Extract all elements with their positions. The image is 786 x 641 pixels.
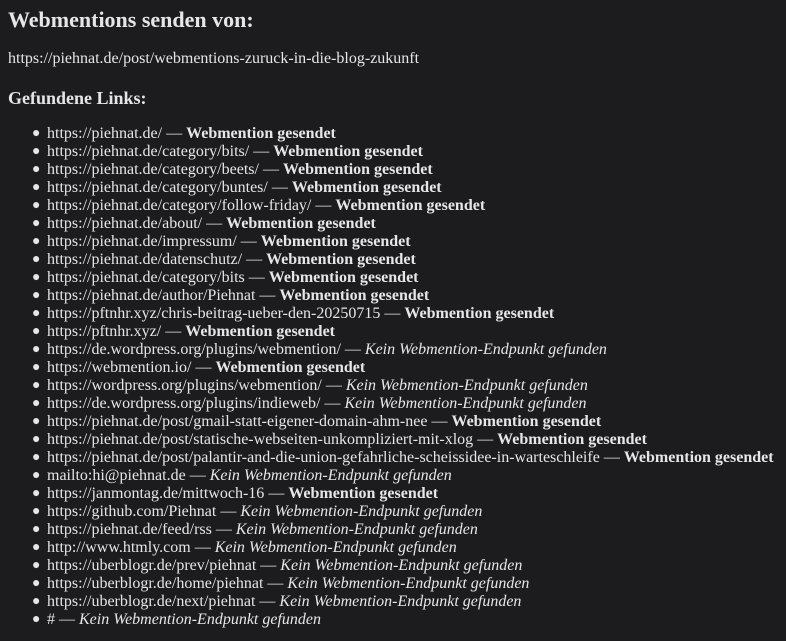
bullet-icon: ● — [32, 162, 41, 177]
separator: — — [603, 449, 620, 466]
list-item — [32, 143, 778, 161]
link-url: https://webmention.io/ — [47, 359, 192, 376]
list-item — [32, 467, 778, 485]
link-url: https://janmontag.de/mittwoch-16 — [47, 485, 265, 502]
separator: — — [267, 575, 284, 592]
separator: — — [215, 521, 232, 538]
status-sent: Webmention gesendet — [279, 287, 430, 304]
link-list — [8, 125, 778, 629]
list-item — [32, 179, 778, 197]
link-url: https://piehnat.de/category/buntes/ — [47, 179, 268, 196]
link-url: https://wordpress.org/plugins/webmention/ — [47, 377, 322, 394]
separator: — — [166, 125, 183, 142]
list-item — [32, 485, 778, 503]
status-not-found: Kein Webmention-Endpunkt gefunden — [279, 593, 522, 610]
separator: — — [240, 233, 257, 250]
bullet-icon: ● — [32, 378, 41, 393]
status-sent: Webmention gesendet — [623, 449, 774, 466]
list-item — [32, 269, 778, 287]
list-item — [32, 323, 778, 341]
bullet-icon: ● — [32, 360, 41, 375]
status-sent: Webmention gesendet — [282, 161, 433, 178]
bullet-icon: ● — [32, 342, 41, 357]
list-item — [32, 359, 778, 377]
bullet-icon: ● — [32, 540, 41, 555]
link-url: https://piehnat.de/post/palantir-and-die-union-gefahrliche-scheissidee-in-warteschleife — [47, 449, 600, 466]
bullet-icon: ● — [32, 396, 41, 411]
list-item — [32, 413, 778, 431]
bullet-icon: ● — [32, 450, 41, 465]
list-item — [32, 503, 778, 521]
separator: — — [259, 287, 276, 304]
separator: — — [384, 305, 401, 322]
separator: — — [477, 431, 494, 448]
list-item — [32, 593, 778, 611]
link-url: https://github.com/Piehnat — [47, 503, 217, 520]
list-item — [32, 557, 778, 575]
status-not-found: Kein Webmention-Endpunkt gefunden — [345, 377, 588, 394]
link-url: # — [47, 611, 55, 628]
separator: — — [325, 377, 342, 394]
list-item — [32, 125, 778, 143]
link-url: https://piehnat.de/about/ — [47, 215, 203, 232]
link-url: https://piehnat.de/category/bits — [47, 269, 245, 286]
status-sent: Webmention gesendet — [335, 197, 486, 214]
status-sent: Webmention gesendet — [268, 269, 419, 286]
link-url: https://piehnat.de/post/statische-webseiten-unkompliziert-mit-xlog — [47, 431, 474, 448]
bullet-icon: ● — [32, 198, 41, 213]
status-not-found: Kein Webmention-Endpunkt gefunden — [280, 557, 523, 574]
list-item — [32, 575, 778, 593]
separator: — — [220, 503, 237, 520]
status-sent: Webmention gesendet — [185, 323, 335, 340]
status-not-found: Kein Webmention-Endpunkt gefunden — [214, 539, 457, 556]
separator: — — [246, 251, 263, 268]
bullet-icon: ● — [32, 576, 41, 591]
list-item — [32, 341, 778, 359]
separator: — — [259, 593, 276, 610]
status-sent: Webmention gesendet — [226, 215, 376, 232]
link-url: https://piehnat.de/ — [47, 125, 163, 142]
bullet-icon: ● — [32, 306, 41, 321]
bullet-icon: ● — [32, 126, 41, 141]
separator: — — [189, 467, 206, 484]
list-item — [32, 377, 778, 395]
status-sent: Webmention gesendet — [291, 179, 442, 196]
link-url: https://piehnat.de/category/bits/ — [47, 143, 250, 160]
separator: — — [315, 197, 332, 214]
status-not-found: Kein Webmention-Endpunkt gefunden — [344, 395, 587, 412]
link-url: https://de.wordpress.org/plugins/indieweb/ — [47, 395, 321, 412]
bullet-icon: ● — [32, 468, 41, 483]
list-item — [32, 611, 778, 629]
link-url: https://piehnat.de/post/gmail-statt-eigener-domain-ahm-nee — [47, 413, 428, 430]
bullet-icon: ● — [32, 144, 41, 159]
separator: — — [262, 161, 279, 178]
link-url: https://uberblogr.de/home/piehnat — [47, 575, 264, 592]
link-url: mailto:hi@piehnat.de — [47, 467, 186, 484]
status-not-found: Kein Webmention-Endpunkt gefunden — [364, 341, 607, 358]
separator: — — [165, 323, 182, 340]
separator: — — [344, 341, 361, 358]
link-url: https://uberblogr.de/next/piehnat — [47, 593, 256, 610]
bullet-icon: ● — [32, 558, 41, 573]
status-sent: Webmention gesendet — [186, 125, 336, 142]
status-sent: Webmention gesendet — [266, 251, 416, 268]
link-url: https://uberblogr.de/prev/piehnat — [47, 557, 257, 574]
list-item — [32, 233, 778, 251]
bullet-icon: ● — [32, 522, 41, 537]
status-sent: Webmention gesendet — [451, 413, 602, 430]
status-not-found: Kein Webmention-Endpunkt gefunden — [79, 611, 322, 628]
bullet-icon: ● — [32, 324, 41, 339]
link-url: https://piehnat.de/datenschutz/ — [47, 251, 243, 268]
list-item — [32, 215, 778, 233]
links-heading: Gefundene Links: — [8, 88, 147, 108]
link-url: http://www.htmly.com — [47, 539, 191, 556]
bullet-icon: ● — [32, 234, 41, 249]
list-item — [32, 431, 778, 449]
link-url: https://piehnat.de/category/follow-friday/ — [47, 197, 312, 214]
list-item — [32, 449, 778, 467]
status-sent: Webmention gesendet — [288, 485, 439, 502]
status-sent: Webmention gesendet — [497, 431, 647, 448]
separator: — — [195, 359, 212, 376]
bullet-icon: ● — [32, 612, 41, 627]
bullet-icon: ● — [32, 504, 41, 519]
link-url: https://pftnhr.xyz/chris-beitrag-ueber-den-20250715 — [47, 305, 381, 322]
separator: — — [260, 557, 277, 574]
separator: — — [248, 269, 265, 286]
status-not-found: Kein Webmention-Endpunkt gefunden — [235, 521, 478, 538]
list-item — [32, 287, 778, 305]
source-url: https://piehnat.de/post/webmentions-zuruck-in-die-blog-zukunft — [8, 50, 420, 67]
bullet-icon: ● — [32, 252, 41, 267]
status-not-found: Kein Webmention-Endpunkt gefunden — [209, 467, 452, 484]
link-url: https://de.wordpress.org/plugins/webmention/ — [47, 341, 341, 358]
list-item — [32, 161, 778, 179]
bullet-icon: ● — [32, 288, 41, 303]
list-item — [32, 305, 778, 323]
status-sent: Webmention gesendet — [260, 233, 411, 250]
link-url: https://piehnat.de/impressum/ — [47, 233, 237, 250]
status-sent: Webmention gesendet — [215, 359, 366, 376]
separator: — — [59, 611, 75, 628]
page-title: Webmentions senden von: — [8, 7, 254, 32]
link-url: https://pftnhr.xyz/ — [47, 323, 162, 340]
separator: — — [324, 395, 341, 412]
status-not-found: Kein Webmention-Endpunkt gefunden — [240, 503, 483, 520]
separator: — — [206, 215, 223, 232]
status-sent: Webmention gesendet — [273, 143, 423, 160]
separator: — — [253, 143, 270, 160]
status-sent: Webmention gesendet — [404, 305, 555, 322]
separator: — — [431, 413, 448, 430]
status-not-found: Kein Webmention-Endpunkt gefunden — [287, 575, 530, 592]
bullet-icon: ● — [32, 180, 41, 195]
bullet-icon: ● — [32, 432, 41, 447]
separator: — — [194, 539, 211, 556]
link-url: https://piehnat.de/category/beets/ — [47, 161, 259, 178]
list-item — [32, 197, 778, 215]
link-url: https://piehnat.de/feed/rss — [47, 521, 212, 538]
bullet-icon: ● — [32, 594, 41, 609]
bullet-icon: ● — [32, 414, 41, 429]
bullet-icon: ● — [32, 270, 41, 285]
list-item — [32, 521, 778, 539]
separator: — — [271, 179, 288, 196]
bullet-icon: ● — [32, 216, 41, 231]
link-url: https://piehnat.de/author/Piehnat — [47, 287, 256, 304]
list-item — [32, 395, 778, 413]
bullet-icon: ● — [32, 486, 41, 501]
list-item — [32, 251, 778, 269]
separator: — — [268, 485, 285, 502]
list-item — [32, 539, 778, 557]
